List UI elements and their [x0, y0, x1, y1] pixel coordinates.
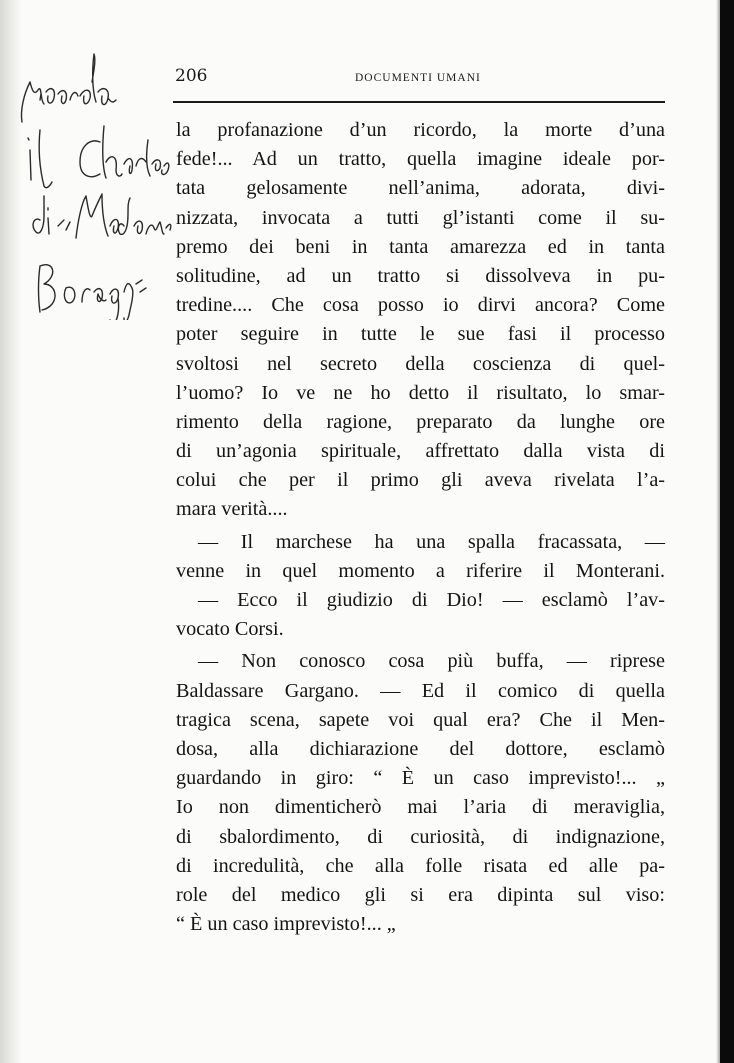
text-line: rimento della ragione, preparato da lunghe ore [176, 410, 665, 433]
page-edge [720, 0, 734, 1063]
text-line: guardando in giro: “ È un caso imprevisto!... „ [176, 767, 665, 790]
text-line: solitudine, ad un tratto si dissolveva in pu- [176, 264, 665, 287]
body-text [176, 116, 665, 939]
text-line: la profanazione d’un ricordo, la morte d’una [176, 119, 665, 141]
header-rule [173, 101, 665, 103]
text-line: venne in quel momento a riferire il Monterani. [176, 559, 665, 582]
running-head: DOCUMENTI UMANI [355, 72, 481, 84]
handwriting-drawing [0, 30, 175, 320]
text-line: tragica scena, sapete voi qual era? Che il Men- [176, 708, 665, 731]
text-line: — Il marchese ha una spalla fracassata, — [198, 530, 665, 553]
text-line: — Ecco il giudizio di Dio! — esclamò l’av- [198, 589, 665, 611]
text-line: colui che per il primo gli aveva rivelata l’a- [176, 469, 665, 492]
text-line: “ È un caso imprevisto!... „ [176, 913, 396, 936]
text-line: tredine.... Che cosa posso io dirvi ancora? Come [176, 294, 665, 317]
text-line: Io non dimenticherò mai l’aria di meraviglia, [176, 796, 665, 819]
text-line: Baldassare Gargano. — Ed il comico di quella [176, 679, 665, 702]
text-line: — Non conosco cosa più buffa, — riprese [198, 650, 665, 673]
page-header [175, 66, 665, 90]
text-line: poter seguire in tutte le sue fasi il processo [176, 323, 665, 346]
text-line: mara verità.... [176, 498, 288, 521]
text-line: vocato Corsi. [176, 618, 284, 641]
text-line: fede!... Ad un tratto, quella imagine ideale por- [176, 148, 665, 171]
handwritten-margin-note [0, 30, 175, 320]
text-line: di sbalordimento, di curiosità, di indignazione, [176, 825, 665, 848]
text-line: di un’agonia spirituale, affrettato dalla vista di [176, 440, 665, 463]
text-line: premo dei beni in tanta amarezza ed in tanta [176, 235, 665, 258]
text-line: nizzata, invocata a tutti gl’istanti come il su- [176, 206, 665, 229]
text-line: svoltosi nel secreto della coscienza di quel- [176, 352, 665, 375]
text-line: role del medico gli si era dipinta sul viso: [176, 883, 665, 906]
text-line: dosa, alla dichiarazione del dottore, esclamò [176, 737, 665, 760]
text-line: tata gelosamente nell’anima, adorata, divi- [176, 177, 665, 200]
text-line: l’uomo? Io ve ne ho detto il risultato, lo smar- [176, 381, 665, 404]
text-line: di incredulità, che alla folle risata ed alle pa- [176, 854, 665, 877]
page-number: 206 [175, 66, 208, 86]
